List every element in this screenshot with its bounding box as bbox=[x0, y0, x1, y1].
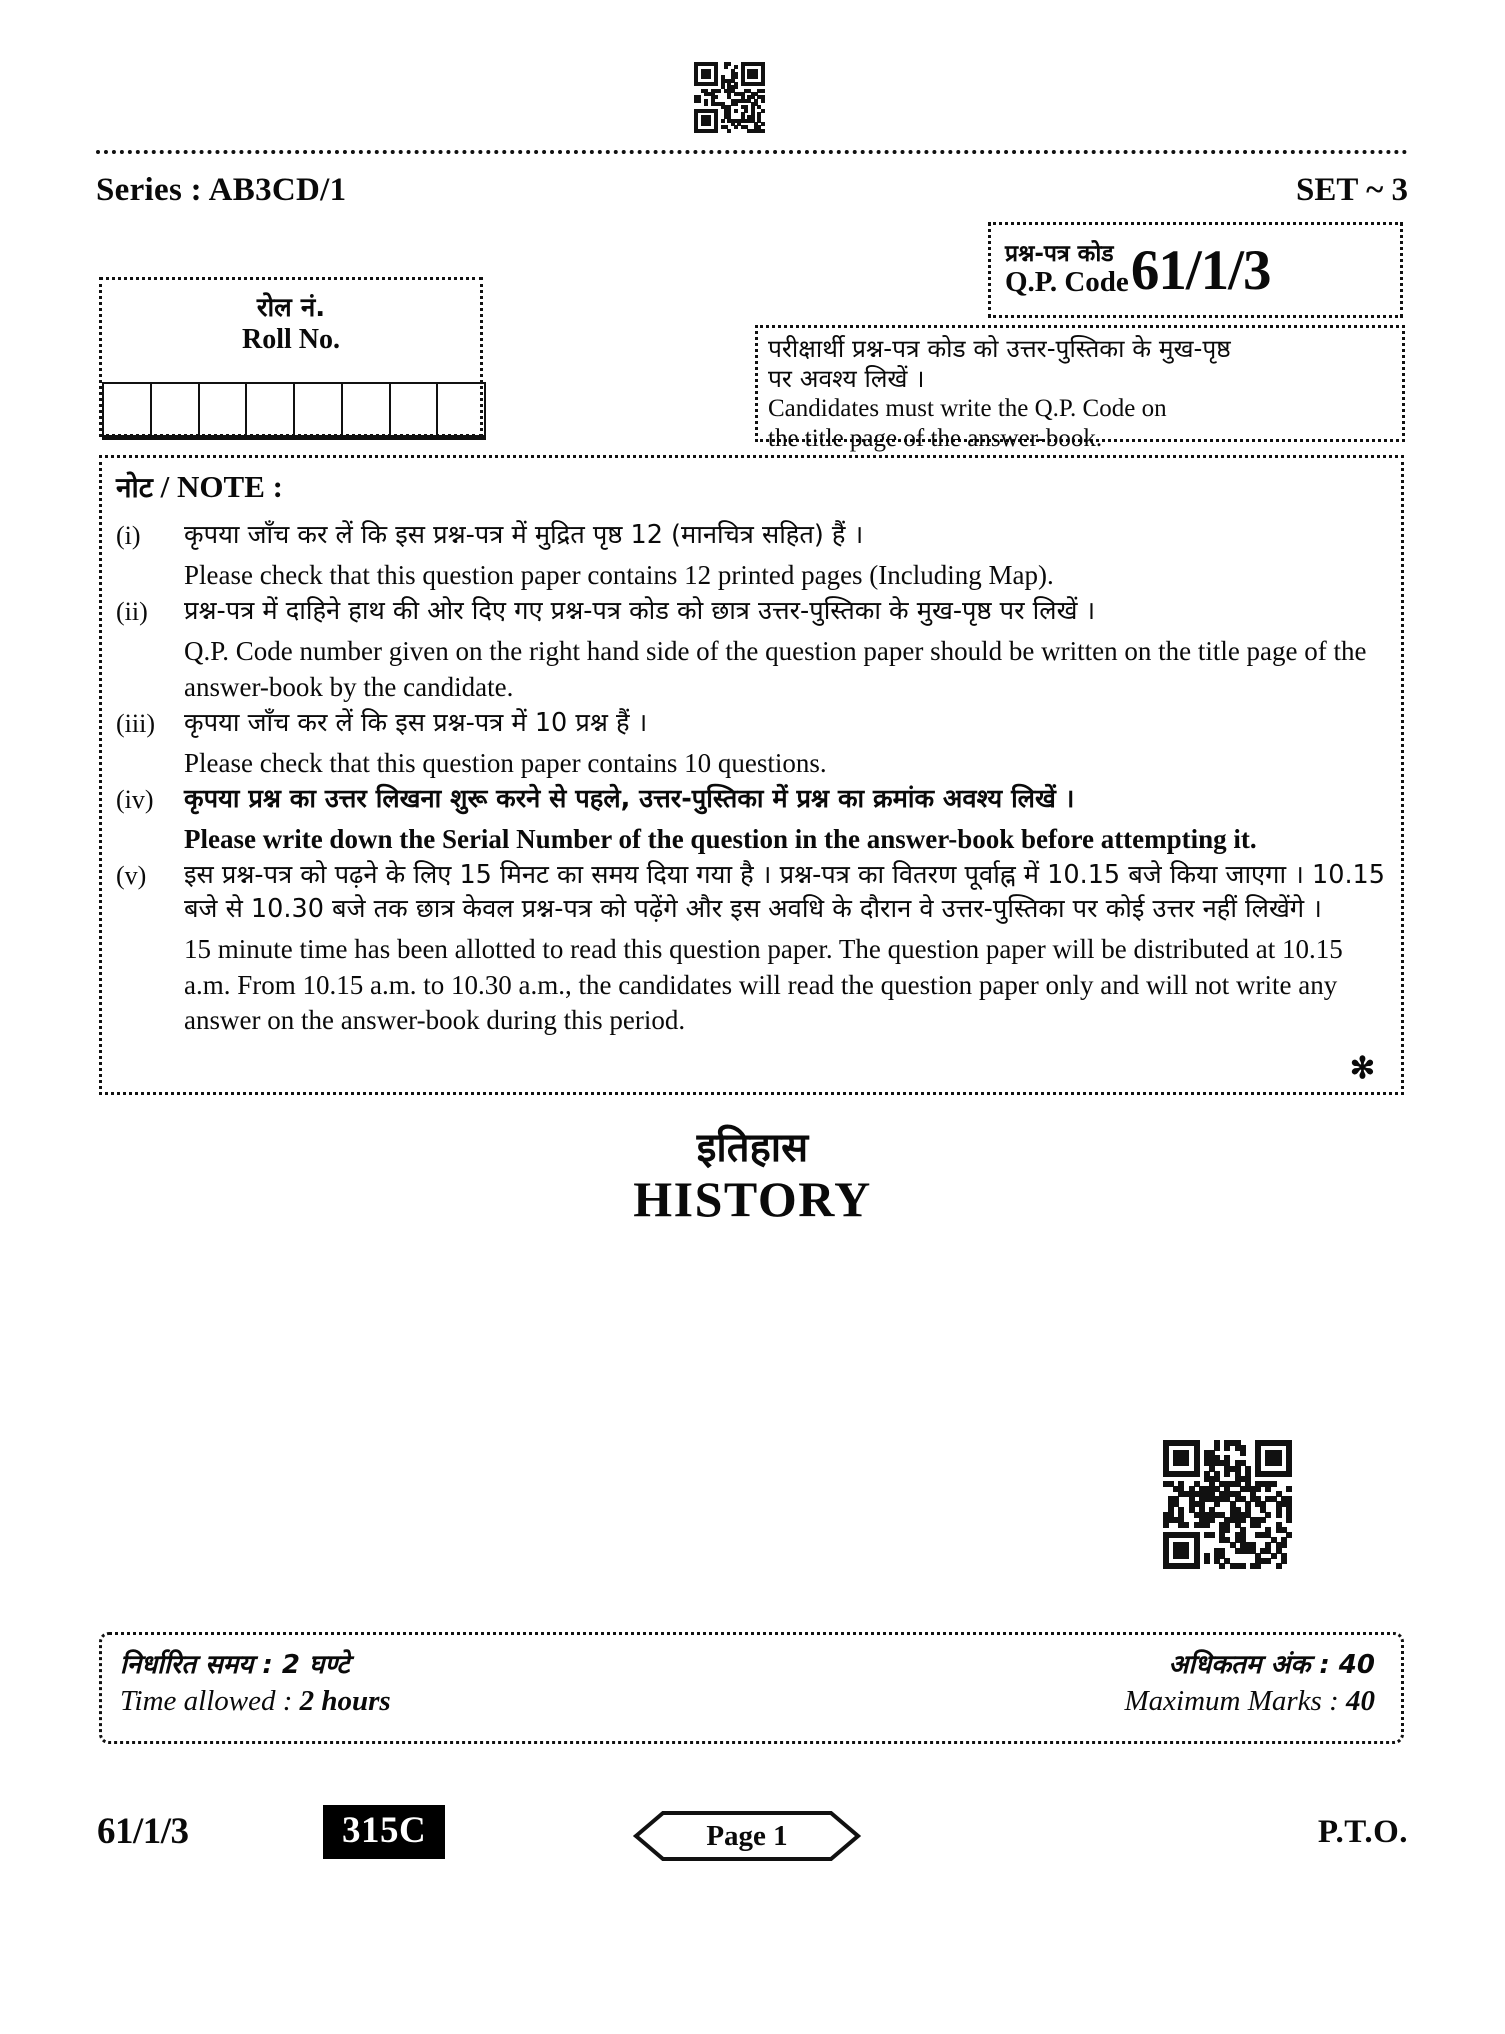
roll-no-cell[interactable] bbox=[152, 384, 200, 435]
candidates-instruction-box bbox=[755, 325, 1405, 452]
note-item-text-hindi: इस प्रश्न-पत्र को पढ़ने के लिए 15 मिनट का समय दिया गया है । प्रश्न-पत्र का वितरण पूर्वाह्न में 10.15 बजे किया जाएगा । 10.15 बजे से 10.30 बजे तक छात्र केवल प्रश्न-पत्र को पढ़ेंगे और इस अवधि के दौरान वे उत्तर-पुस्तिका पर कोई उत्तर नहीं लिखेंगे । bbox=[184, 860, 1385, 925]
note-item bbox=[116, 594, 1385, 704]
candidates-instruction-english-line1: Candidates must write the Q.P. Code on bbox=[768, 394, 1167, 422]
note-item-text-english: Q.P. Code number given on the right hand side of the question paper should be written on the title page of the answer-book by the candidate. bbox=[184, 636, 1367, 702]
note-item-text-hindi: कृपया जाँच कर लें कि इस प्रश्न-पत्र में मुद्रित पृष्ठ 12 (मानचित्र सहित) हैं । bbox=[184, 520, 864, 550]
qp-code-label-english: Q.P. Code bbox=[1005, 265, 1129, 298]
note-item-text-english: Please check that this question paper contains 12 printed pages (Including Map). bbox=[184, 560, 1054, 591]
roll-no-cell[interactable] bbox=[438, 384, 484, 435]
time-allowed-english bbox=[120, 1685, 391, 1718]
note-item-text-hindi: कृपया जाँच कर लें कि इस प्रश्न-पत्र में 10 प्रश्न हैं । bbox=[184, 707, 648, 738]
footer-page-label: Page 1 bbox=[706, 1820, 788, 1852]
roll-no-cell[interactable] bbox=[343, 384, 391, 435]
note-item-marker: (v) bbox=[116, 861, 147, 891]
note-heading-separator: / bbox=[152, 469, 178, 504]
note-item bbox=[116, 706, 1385, 781]
subject-title-english: HISTORY bbox=[633, 1171, 872, 1227]
set-label: SET ~ 3 bbox=[1296, 172, 1408, 208]
roll-no-label-english: Roll No. bbox=[242, 324, 340, 355]
roll-no-cell[interactable] bbox=[247, 384, 295, 435]
candidates-instruction-english-line2: the title page of the answer-book. bbox=[768, 424, 1103, 452]
qp-code-value: 61/1/3 bbox=[1130, 238, 1271, 302]
note-item-marker: (i) bbox=[116, 521, 141, 550]
asterisk-icon: ✻ bbox=[1349, 1052, 1375, 1085]
qr-code-bottom bbox=[1163, 1440, 1291, 1568]
exam-info-box bbox=[99, 1632, 1404, 1744]
roll-no-label-hindi: रोल नं. bbox=[256, 293, 326, 323]
note-item-body bbox=[184, 518, 1385, 593]
time-allowed-english-value: 2 hours bbox=[299, 1685, 391, 1717]
note-item-marker: (iv) bbox=[116, 784, 154, 814]
note-item-marker: (iii) bbox=[116, 708, 155, 738]
note-item-text-hindi: कृपया प्रश्न का उत्तर लिखना शुरू करने से पहले, उत्तर-पुस्तिका में प्रश्न का क्रमांक अवश्य लिखें । bbox=[184, 783, 1075, 814]
note-item-body bbox=[184, 858, 1385, 1038]
maximum-marks-english-value: 40 bbox=[1346, 1685, 1375, 1717]
note-item bbox=[116, 518, 1385, 593]
note-heading-hindi: नोट bbox=[116, 471, 153, 504]
note-item-text-english: Please write down the Serial Number of the question in the answer-book before attempting it. bbox=[184, 824, 1257, 854]
qp-code-box bbox=[988, 222, 1403, 318]
note-item-text-english: Please check that this question paper contains 10 questions. bbox=[184, 747, 827, 778]
candidates-instruction-hindi-line1: परीक्षार्थी प्रश्न-पत्र कोड को उत्तर-पुस्तिका के मुख-पृष्ठ bbox=[768, 334, 1231, 363]
roll-no-box bbox=[99, 277, 483, 437]
note-item-body bbox=[184, 706, 1385, 781]
header-divider bbox=[96, 150, 1408, 154]
roll-no-cell[interactable] bbox=[295, 384, 343, 435]
roll-no-grid[interactable] bbox=[102, 382, 486, 440]
candidates-instruction-hindi-line2: पर अवश्य लिखें । bbox=[768, 363, 925, 393]
roll-no-cell[interactable] bbox=[200, 384, 248, 435]
subject-title-hindi: इतिहास bbox=[696, 1125, 809, 1171]
note-item-marker: (ii) bbox=[116, 597, 148, 627]
footer-pto-label: P.T.O. bbox=[1317, 1814, 1408, 1850]
note-box bbox=[99, 455, 1404, 1095]
series-label: Series : AB3CD/1 bbox=[96, 172, 347, 208]
footer-paper-code: 61/1/3 bbox=[97, 1811, 189, 1852]
note-heading bbox=[116, 468, 1385, 506]
note-item bbox=[116, 858, 1385, 1038]
footer-page-indicator bbox=[633, 1810, 861, 1862]
note-item-text-english: 15 minute time has been allotted to read this question paper. The question paper will be distributed at 10.15 a.m. From 10.15 a.m. to 10.30 a.m., the candidates will read the question paper only and will not write any answer on the answer-book during this period. bbox=[184, 934, 1343, 1035]
maximum-marks-english-prefix: Maximum Marks : bbox=[1124, 1685, 1346, 1717]
roll-no-cell[interactable] bbox=[391, 384, 439, 435]
time-allowed-english-prefix: Time allowed : bbox=[120, 1685, 300, 1717]
footer-set-badge: 315C bbox=[323, 1805, 445, 1859]
qr-code-top bbox=[694, 62, 764, 132]
maximum-marks-hindi: अधिकतम अंक : 40 bbox=[1168, 1650, 1375, 1680]
note-item-list bbox=[116, 518, 1385, 1038]
note-heading-english: NOTE : bbox=[177, 469, 283, 504]
roll-no-cell[interactable] bbox=[104, 384, 152, 435]
note-item-body bbox=[184, 594, 1385, 704]
note-item-text-hindi: प्रश्न-पत्र में दाहिने हाथ की ओर दिए गए प्रश्न-पत्र कोड को छात्र उत्तर-पुस्तिका के मुख-पृष्ठ पर लिखें । bbox=[184, 596, 1096, 627]
time-allowed-hindi: निर्धारित समय : 2 घण्टे bbox=[120, 1650, 350, 1680]
qp-code-label-hindi: प्रश्न-पत्र कोड bbox=[1005, 240, 1114, 267]
note-item bbox=[116, 782, 1385, 857]
maximum-marks-english bbox=[1125, 1685, 1375, 1718]
note-item-body bbox=[184, 782, 1385, 857]
